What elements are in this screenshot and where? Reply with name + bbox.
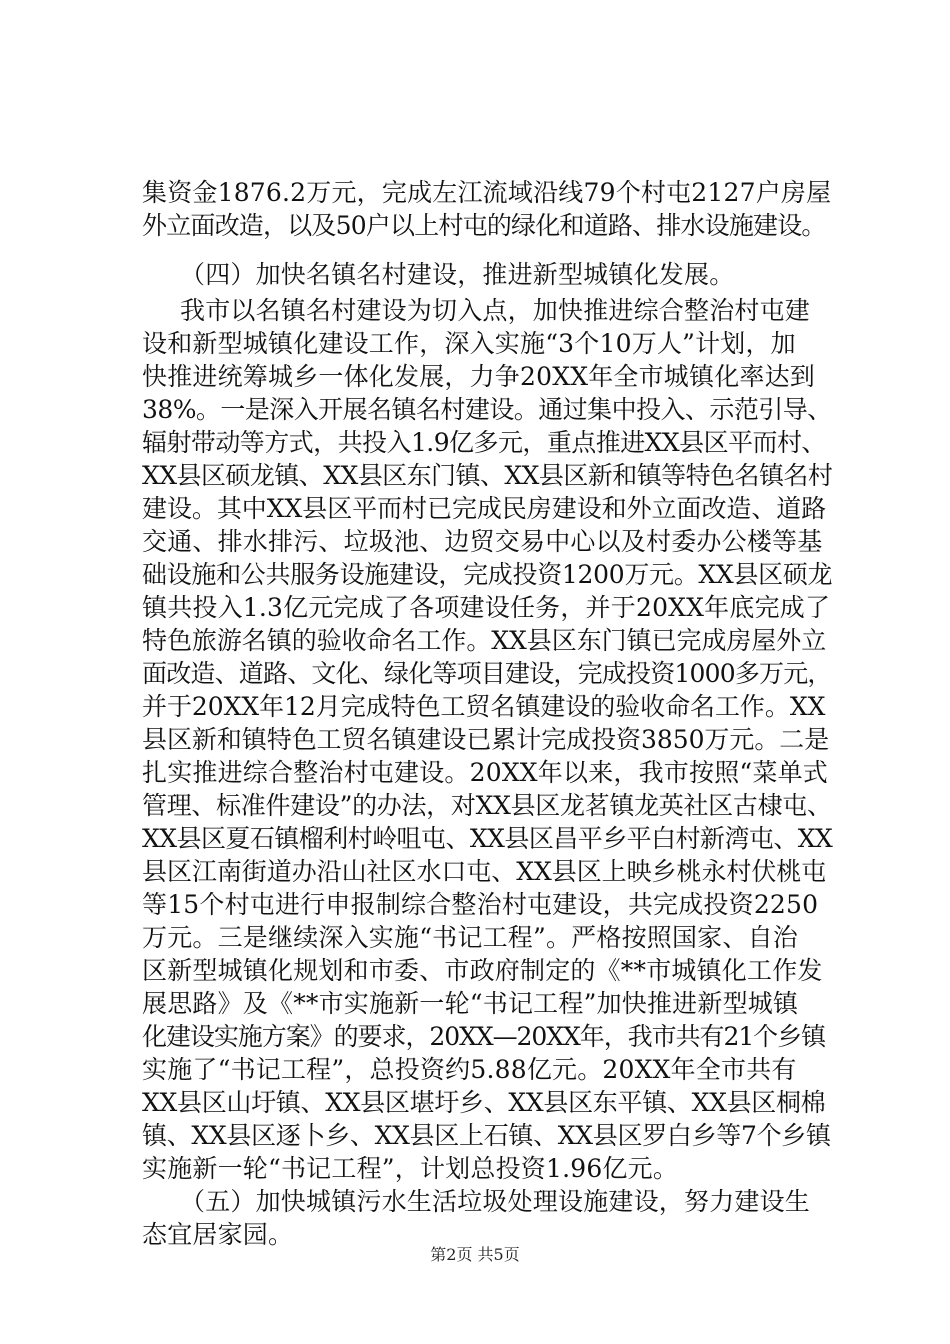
- text-line: 设和新型城镇化建设工作，深入实施“3个10万人”计划，加: [142, 329, 796, 358]
- text-line: 万元。三是继续深入实施“书记工程”。严格按照国家、自治: [142, 923, 798, 952]
- text-line: （五）加快城镇污水生活垃圾处理设施建设，努力建设生: [180, 1187, 811, 1216]
- text-line: 镇、XX县区逐卜乡、XX县区上石镇、XX县区罗白乡等7个乡镇: [142, 1121, 831, 1150]
- text-line: 态宜居家园。: [142, 1220, 294, 1249]
- text-line: 我市以名镇名村建设为切入点，加快推进综合整治村屯建: [180, 296, 811, 325]
- section-heading-4: [142, 258, 832, 291]
- text-line: 38%。一是深入开展名镇名村建设。通过集中投入、示范引导、: [142, 395, 832, 424]
- text-line: XX县区山圩镇、XX县区堪圩乡、XX县区东平镇、XX县区桐棉: [142, 1088, 826, 1117]
- text-line: 础设施和公共服务设施建设，完成投资1200万元。XX县区硕龙: [142, 560, 833, 589]
- text-line: 扎实推进综合整治村屯建设。20XX年以来，我市按照“菜单式: [142, 758, 828, 787]
- text-line: （四）加快名镇名村建设，推进新型城镇化发展。: [180, 260, 735, 289]
- text-line: 县区新和镇特色工贸名镇建设已累计完成投资3850万元。二是: [142, 725, 830, 754]
- text-line: 面改造、道路、文化、绿化等项目建设，完成投资1000多万元，: [142, 659, 832, 688]
- text-line: 集资金1876.2万元，完成左江流域沿线79个村屯2127户房屋: [142, 178, 832, 207]
- text-line: 交通、排水排污、垃圾池、边贸交易中心以及村委办公楼等基: [142, 527, 823, 556]
- page-number-footer: 第2页 共5页: [430, 1245, 520, 1264]
- text-line: 管理、标准件建设”的办法，对XX县区龙茗镇龙英社区古棣屯、: [142, 791, 832, 820]
- text-line: XX县区夏石镇榴利村岭咀屯、XX县区昌平乡平白村新湾屯、XX: [142, 824, 833, 853]
- main-paragraph: [142, 294, 832, 1185]
- text-line: 展思路》及《**市实施新一轮“书记工程”加快推进新型城镇: [142, 989, 799, 1018]
- text-line: 化建设实施方案》的要求，20XX—20XX年，我市共有21个乡镇: [142, 1022, 826, 1051]
- text-line: 实施了“书记工程”，总投资约5.88亿元。20XX年全市共有: [142, 1055, 797, 1084]
- text-line: 特色旅游名镇的验收命名工作。XX县区东门镇已完成房屋外立: [142, 626, 827, 655]
- text-line: 镇共投入1.3亿元完成了各项建设任务，并于20XX年底完成了: [142, 593, 831, 622]
- section-heading-5: [142, 1185, 832, 1251]
- text-line: 建设。其中XX县区平而村已完成民房建设和外立面改造、道路: [142, 494, 827, 523]
- intro-paragraph: [142, 176, 832, 242]
- text-line: 并于20XX年12月完成特色工贸名镇建设的验收命名工作。XX: [142, 692, 826, 721]
- text-line: 外立面改造，以及50户以上村屯的绿化和道路、排水设施建设。: [142, 211, 826, 240]
- text-line: XX县区硕龙镇、XX县区东门镇、XX县区新和镇等特色名镇名村: [142, 461, 833, 490]
- text-line: 县区江南街道办沿山社区水口屯、XX县区上映乡桃永村伏桃屯: [142, 857, 827, 886]
- text-line: 实施新一轮“书记工程”，计划总投资1.96亿元。: [142, 1154, 679, 1183]
- text-line: 快推进统筹城乡一体化发展，力争20XX年全市城镇化率达到: [142, 362, 816, 391]
- text-line: 区新型城镇化规划和市委、市政府制定的《**市城镇化工作发: [142, 956, 823, 985]
- text-line: 等15个村屯进行申报制综合整治村屯建设，共完成投资2250: [142, 890, 819, 919]
- text-line: 辐射带动等方式，共投入1.9亿多元，重点推进XX县区平而村、: [142, 428, 826, 457]
